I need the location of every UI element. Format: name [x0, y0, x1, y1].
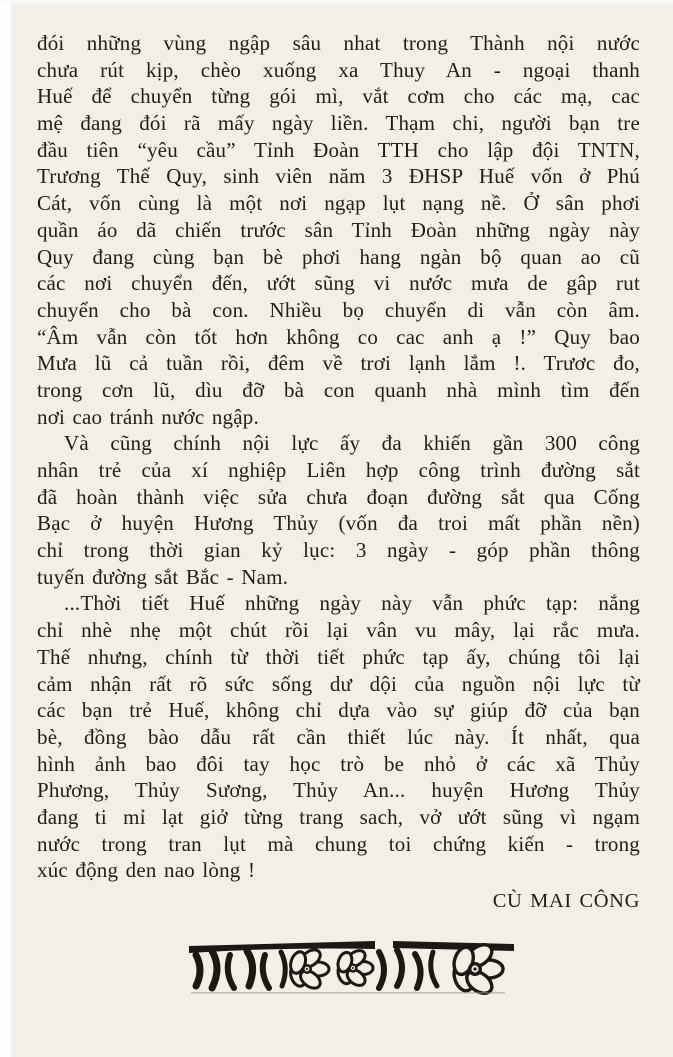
text-line: trong cơn lũ, dìu đỡ bà con quanh nhà mình tìm đến [37, 377, 640, 402]
text-line: hình ảnh bao đôi tay học trò be nhỏ ở các xã Thủy [37, 751, 640, 776]
text-line: Phương, Thủy Sương, Thủy An... huyện Hương Thủy [37, 778, 640, 803]
text-line: Bạc ở huyện Hương Thủy (vốn đa troi mất phần nền) [37, 511, 640, 536]
scan-edge-top [0, 0, 673, 8]
text-line: tuyến đường sắt Bắc - Nam. [37, 564, 289, 589]
text-line: các nơi chuyển đến, ướt sũng vi nước mưa de gâp rut [37, 271, 640, 296]
author-signature: CÙ MAI CÔNG [492, 890, 640, 912]
text-line: nơi cao tránh nước ngập. [37, 404, 259, 429]
text-line: chuyển cho bà con. Nhiều bọ chuyển di vẫn còn âm. [37, 297, 640, 322]
text-line: Mưa lũ cả tuần rồi, đêm về trơi lạnh lắm !. Trươc đo, [37, 351, 640, 376]
text-line: Và cũng chính nội lực ấy đa khiến gần 300 công [64, 431, 640, 456]
text-line: chỉ nhè nhẹ một chút rồi lại vân vu mây, lại rắc mưa. [37, 618, 640, 643]
text-line: Huế để chuyển từng gói mì, vắt cơm cho các mạ, cac [37, 84, 640, 109]
text-line: Trương Thế Quy, sinh viên năm 3 ĐHSP Huế vốn ở Phú [37, 164, 640, 189]
text-line: xúc động den nao lòng ! [37, 858, 256, 883]
text-line: mệ đang đói rã mấy ngày liền. Thạm chi, người bạn tre [37, 111, 640, 136]
text-line: Thế nhưng, chính từ thời tiết phức tạp ấy, chúng tôi lại [37, 644, 640, 669]
text-line: “Âm vẫn còn tốt hơn không co cac anh ạ !” Quy bao [37, 324, 640, 349]
text-line: chỉ trong thời gian kỷ lục: 3 ngày - góp phần thông [37, 538, 640, 563]
paragraphs-container [37, 30, 640, 884]
text-line: chưa rút kịp, chèo xuống xa Thuy An - ngoại thanh [37, 57, 640, 82]
text-line: Cát, vốn cùng là một nơi ngạp lụt nạng nề. Ở sân phơi [37, 191, 640, 216]
floral-border-ornament-icon [183, 938, 519, 996]
text-line: quần áo dã chiến trước sân Tỉnh Đoàn những ngày này [37, 217, 640, 242]
text-line: đầu tiên “yêu cầu” Tỉnh Đoàn TTH cho lập đội TNTN, [37, 137, 640, 162]
text-line: cảm nhận rất rõ sức sống dư dội của nguồn nội lực từ [37, 671, 640, 696]
text-line: đã hoàn thành việc sửa chưa đoạn đường sắt qua Cống [37, 484, 640, 509]
text-line: bè, đồng bào dẫu rất cần thiết lúc này. Ít nhất, qua [37, 724, 640, 749]
text-line: nước trong tran lụt mà chung toi chứng kiến - trong [37, 831, 640, 856]
text-line: đang ti mỉ lạt giở từng trang sach, vở ướt sũng vì ngạm [37, 804, 640, 829]
scan-edge-strip [0, 0, 11, 1057]
text-line: ...Thời tiết Huế những ngày này vẫn phức tạp: nắng [64, 591, 640, 616]
paragraph [37, 30, 640, 430]
text-block [37, 30, 640, 1003]
text-line: nhân trẻ của xí nghiệp Liên hợp công trình đường sắt [37, 458, 640, 482]
text-line: đói những vùng ngập sâu nhat trong Thành nội nước [37, 31, 640, 55]
paragraph [37, 430, 640, 590]
paragraph [37, 590, 640, 884]
text-line: Quy đang cùng bạn bè phơi hang ngàn bộ quan ao cũ [37, 244, 640, 269]
text-line: các bạn trẻ Huế, không chỉ dựa vào sự giúp đỡ của bạn [37, 698, 640, 723]
ornament-container [37, 938, 640, 1003]
